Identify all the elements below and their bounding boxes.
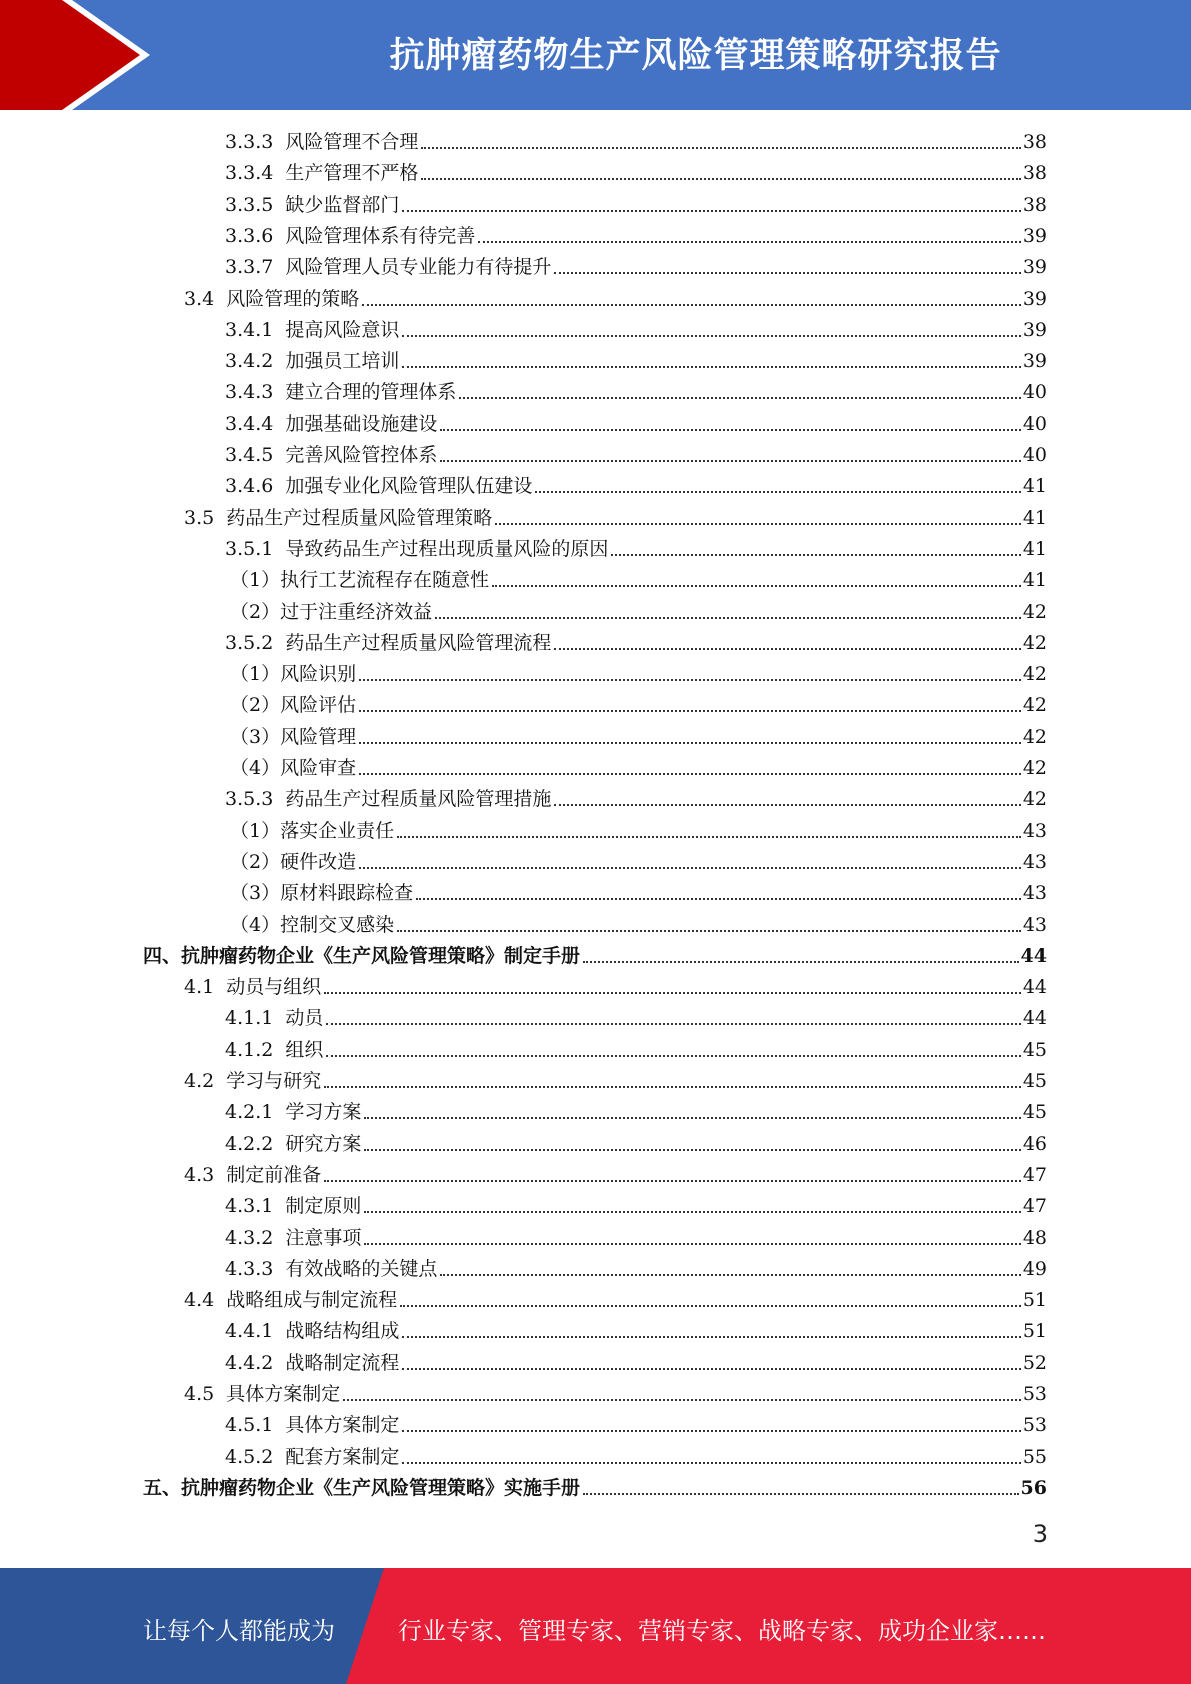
toc-entry-title: 加强专业化风险管理队伍建设: [285, 475, 533, 498]
toc-dot-leader: [478, 241, 1020, 243]
toc-entry[interactable]: [225, 441, 1047, 469]
toc-dot-leader: [362, 304, 1021, 306]
toc-entry-title: （3）原材料跟踪检查: [230, 882, 414, 905]
toc-entry-page: 45: [1022, 1101, 1047, 1124]
toc-entry[interactable]: [184, 1380, 1047, 1408]
toc-entry-number: 3.3.6: [225, 224, 274, 247]
toc-entry-label: [184, 973, 321, 1001]
toc-dot-leader: [402, 366, 1020, 368]
footer-banner: [0, 1568, 1191, 1684]
toc-dot-leader: [397, 930, 1021, 932]
toc-entry[interactable]: [184, 285, 1047, 313]
toc-dot-leader: [440, 460, 1020, 462]
toc-entry-number: 3.4.3: [225, 381, 274, 404]
toc-entry-number: 4.2.1: [225, 1101, 274, 1124]
toc-entry[interactable]: [225, 253, 1047, 281]
toc-entry[interactable]: [225, 472, 1047, 500]
toc-entry-label: [225, 1411, 399, 1439]
toc-entry-title: （3）风险管理: [230, 725, 357, 748]
toc-entry-title: 动员与组织: [226, 976, 322, 999]
toc-entry-title: （4）控制交叉感染: [230, 913, 395, 936]
toc-entry-number: 3.4.5: [225, 444, 274, 466]
toc-entry[interactable]: [230, 879, 1047, 907]
toc-dot-leader: [364, 1243, 1020, 1245]
toc-entry-label: [225, 347, 399, 375]
toc-entry-title: 学习与研究: [226, 1070, 322, 1092]
toc-dot-leader: [583, 961, 1019, 963]
toc-entry-number: 4.5: [184, 1383, 215, 1405]
toc-entry[interactable]: [225, 1004, 1047, 1032]
toc-entry-title: 战略组成与制定流程: [226, 1289, 398, 1312]
page-number: 3: [1032, 1520, 1048, 1548]
toc-dot-leader: [435, 617, 1021, 619]
toc-entry[interactable]: [225, 1317, 1047, 1345]
toc-entry-title: （2）过于注重经济效益: [230, 600, 433, 623]
toc-entry-title: 缺少监督部门: [285, 193, 400, 216]
toc-entry-page: 43: [1022, 913, 1047, 936]
toc-entry[interactable]: [225, 1349, 1047, 1377]
toc-entry-title: 配套方案制定: [285, 1445, 400, 1468]
toc-entry-page: 55: [1022, 1445, 1047, 1468]
toc-entry-label: [225, 191, 399, 219]
toc-entry[interactable]: [225, 1411, 1047, 1439]
toc-entry-label: [225, 1098, 361, 1126]
toc-dot-leader: [554, 804, 1020, 806]
toc-entry-title: （1）风险识别: [230, 663, 357, 686]
toc-entry-number: 3.5.3: [225, 788, 274, 811]
toc-entry-page: 44: [1022, 976, 1047, 999]
toc-entry-page: 56: [1020, 1476, 1047, 1499]
toc-entry-label: [230, 660, 356, 688]
toc-dot-leader: [535, 491, 1020, 493]
toc-dot-leader: [459, 397, 1020, 399]
toc-entry[interactable]: [225, 347, 1047, 375]
toc-entry-label: [225, 1255, 437, 1283]
toc-entry-page: 39: [1022, 224, 1047, 247]
toc-entry-page: 42: [1022, 757, 1047, 779]
toc-entry-title: 风险管理的策略: [226, 287, 360, 310]
toc-entry-label: [230, 848, 356, 876]
toc-entry-page: 51: [1022, 1320, 1047, 1343]
toc-entry-number: 3.5: [184, 506, 215, 529]
toc-entry-page: 45: [1022, 1038, 1047, 1061]
toc-entry-number: 3.5.2: [225, 631, 274, 654]
toc-entry-title: 五、抗肿瘤药物企业《生产风险管理策略》实施手册: [143, 1476, 581, 1499]
toc-entry-number: 3.5.1: [225, 537, 274, 560]
toc-entry-title: 学习方案: [285, 1101, 362, 1124]
toc-entry-number: 3.4.2: [225, 350, 274, 373]
toc-dot-leader: [416, 898, 1021, 900]
toc-entry-page: 48: [1022, 1226, 1047, 1249]
toc-dot-leader: [400, 1305, 1021, 1307]
toc-entry-number: 3.4.4: [225, 412, 274, 435]
toc-dot-leader: [421, 178, 1020, 180]
toc-entry-page: 47: [1022, 1163, 1047, 1186]
toc-entry-title: 加强基础设施建设: [285, 412, 438, 435]
toc-entry[interactable]: [230, 598, 1047, 626]
toc-entry-number: 3.3.4: [225, 162, 274, 185]
toc-entry-title: 具体方案制定: [285, 1414, 400, 1437]
toc-entry-page: 47: [1022, 1195, 1047, 1218]
toc-entry-label: [143, 942, 580, 970]
toc-entry-label: [225, 1130, 361, 1158]
toc-entry-title: 风险管理体系有待完善: [285, 224, 476, 247]
toc-entry-title: （2）风险评估: [230, 694, 357, 717]
toc-entry[interactable]: [184, 1067, 1047, 1095]
toc-dot-leader: [421, 147, 1020, 149]
toc-entry-title: 药品生产过程质量风险管理流程: [285, 631, 552, 654]
toc-entry[interactable]: [225, 785, 1047, 813]
toc-entry-number: 3.3.7: [225, 256, 274, 279]
toc-entry[interactable]: [225, 1130, 1047, 1158]
toc-entry[interactable]: [225, 128, 1047, 156]
toc-entry[interactable]: [184, 1286, 1047, 1314]
toc-entry-title: 药品生产过程质量风险管理措施: [285, 788, 552, 811]
toc-entry[interactable]: [184, 504, 1047, 532]
toc-entry-label: [184, 1380, 340, 1408]
toc-entry-page: 39: [1022, 256, 1047, 279]
toc-entry[interactable]: [230, 754, 1047, 782]
toc-entry[interactable]: [225, 222, 1047, 250]
toc-entry-title: 动员: [285, 1007, 324, 1030]
toc-entry-page: 42: [1022, 694, 1047, 717]
toc-entry[interactable]: [184, 973, 1047, 1001]
toc-entry-page: 39: [1022, 350, 1047, 373]
toc-entry-page: 41: [1022, 537, 1047, 560]
toc-entry[interactable]: [230, 911, 1047, 939]
toc-entry-label: [225, 472, 532, 500]
toc-entry-number: 3.4: [184, 287, 215, 310]
toc-entry-number: 4.3.1: [225, 1195, 274, 1218]
toc-entry-title: 完善风险管控体系: [285, 444, 438, 466]
toc-entry-title: 战略结构组成: [285, 1320, 400, 1343]
toc-entry-title: 研究方案: [285, 1132, 362, 1155]
toc-entry-title: 制定原则: [285, 1195, 362, 1218]
toc-entry-title: 注意事项: [285, 1226, 362, 1249]
toc-entry[interactable]: [225, 191, 1047, 219]
toc-entry-number: 4.3: [184, 1163, 215, 1186]
toc-dot-leader: [364, 1149, 1020, 1151]
toc-entry-label: [225, 253, 551, 281]
toc-dot-leader: [402, 210, 1020, 212]
toc-entry-label: [225, 1349, 399, 1377]
toc-entry-number: 4.2.2: [225, 1132, 274, 1155]
toc-entry-title: 生产管理不严格: [285, 162, 419, 185]
toc-entry-label: [225, 441, 437, 469]
toc-entry-page: 38: [1022, 193, 1047, 216]
toc-entry-number: 3.3.3: [225, 131, 274, 153]
toc-entry-page: 44: [1020, 944, 1047, 967]
toc-entry[interactable]: [225, 410, 1047, 438]
toc-dot-leader: [402, 1430, 1020, 1432]
toc-entry-label: [230, 691, 356, 719]
toc-entry-label: [225, 159, 418, 187]
toc-entry-page: 40: [1022, 381, 1047, 404]
toc-entry-page: 41: [1022, 475, 1047, 498]
toc-entry[interactable]: [225, 316, 1047, 344]
toc-dot-leader: [440, 1274, 1020, 1276]
toc-entry-label: [184, 1067, 321, 1095]
toc-dot-leader: [583, 1493, 1019, 1495]
toc-dot-leader: [402, 1336, 1020, 1338]
toc-entry-page: 42: [1022, 600, 1047, 623]
toc-entry-number: 4.5.1: [225, 1414, 274, 1437]
toc-entry-label: [184, 504, 492, 532]
toc-entry-page: 53: [1022, 1383, 1047, 1405]
toc-entry[interactable]: [225, 629, 1047, 657]
toc-entry-page: 42: [1022, 725, 1047, 748]
toc-entry[interactable]: [225, 1443, 1047, 1471]
toc-entry-number: 4.5.2: [225, 1445, 274, 1468]
toc-entry-label: [230, 879, 413, 907]
toc-entry-number: 4.4.2: [225, 1351, 274, 1374]
toc-entry[interactable]: [230, 817, 1047, 845]
toc-entry-page: 43: [1022, 819, 1047, 842]
toc-entry-page: 40: [1022, 444, 1047, 466]
toc-entry-label: [230, 723, 356, 751]
toc-dot-leader: [343, 1399, 1021, 1401]
toc-entry-title: 建立合理的管理体系: [285, 381, 457, 404]
toc-entry-label: [225, 535, 608, 563]
toc-entry-label: [230, 911, 394, 939]
toc-entry[interactable]: [230, 566, 1047, 594]
toc-entry-title: 有效战略的关键点: [285, 1257, 438, 1280]
toc-entry-number: 4.3.2: [225, 1226, 274, 1249]
toc-dot-leader: [492, 585, 1021, 587]
toc-entry-page: 52: [1022, 1351, 1047, 1374]
toc-entry-title: （2）硬件改造: [230, 850, 357, 873]
toc-dot-leader: [364, 1211, 1020, 1213]
footer-slogan-right: 行业专家、管理专家、营销专家、战略专家、成功企业家……: [398, 1617, 1046, 1645]
footer-slogan-left: 让每个人都能成为: [143, 1617, 335, 1645]
toc-dot-leader: [324, 1086, 1021, 1088]
toc-entry-number: 4.2: [184, 1070, 215, 1092]
toc-entry-title: 导致药品生产过程出现质量风险的原因: [285, 537, 609, 560]
toc-entry-label: [184, 1161, 321, 1189]
toc-entry[interactable]: [143, 942, 1047, 970]
toc-entry[interactable]: [184, 1161, 1047, 1189]
toc-dot-leader: [324, 1180, 1021, 1182]
toc-entry-title: 制定前准备: [226, 1163, 322, 1186]
toc-entry-page: 49: [1022, 1257, 1047, 1280]
toc-entry-page: 51: [1022, 1289, 1047, 1312]
toc-entry-page: 43: [1022, 850, 1047, 873]
toc-entry-number: 4.4: [184, 1289, 215, 1312]
toc-entry-title: 风险管理不合理: [285, 131, 419, 153]
toc-entry-number: 4.1.2: [225, 1038, 274, 1061]
toc-entry-label: [184, 1286, 397, 1314]
toc-dot-leader: [359, 742, 1021, 744]
toc-entry-label: [225, 1036, 323, 1064]
toc-entry-label: [230, 817, 394, 845]
toc-dot-leader: [440, 429, 1020, 431]
toc-dot-leader: [611, 554, 1020, 556]
toc-dot-leader: [359, 867, 1021, 869]
toc-entry[interactable]: [225, 378, 1047, 406]
toc-entry-title: 战略制定流程: [285, 1351, 400, 1374]
toc-entry-page: 53: [1022, 1414, 1047, 1437]
toc-entry[interactable]: [230, 691, 1047, 719]
toc-entry-page: 46: [1022, 1132, 1047, 1155]
toc-entry[interactable]: [225, 1036, 1047, 1064]
toc-dot-leader: [326, 1055, 1020, 1057]
toc-entry-title: （1）落实企业责任: [230, 819, 395, 842]
toc-entry-label: [225, 1224, 361, 1252]
toc-entry[interactable]: [225, 1192, 1047, 1220]
toc-entry-label: [225, 128, 418, 156]
toc-entry-label: [225, 1317, 399, 1345]
page-header-title: 抗肿瘤药物生产风险管理策略研究报告: [389, 36, 1002, 76]
toc-entry[interactable]: [225, 1098, 1047, 1126]
toc-dot-leader: [554, 272, 1020, 274]
toc-entry-title: （1）执行工艺流程存在随意性: [230, 569, 490, 592]
toc-entry-label: [230, 598, 432, 626]
toc-entry[interactable]: [225, 1224, 1047, 1252]
toc-entry-label: [225, 222, 475, 250]
toc-entry-page: 38: [1022, 162, 1047, 185]
toc-entry-label: [225, 378, 456, 406]
toc-dot-leader: [402, 335, 1020, 337]
toc-entry-number: 4.4.1: [225, 1320, 274, 1343]
toc-entry-title: 药品生产过程质量风险管理策略: [226, 506, 493, 529]
toc-entry-page: 43: [1022, 882, 1047, 905]
toc-entry-page: 41: [1022, 506, 1047, 529]
toc-entry[interactable]: [230, 848, 1047, 876]
toc-dot-leader: [324, 992, 1021, 994]
toc-dot-leader: [554, 648, 1020, 650]
toc-dot-leader: [402, 1462, 1020, 1464]
toc-entry-page: 44: [1022, 1007, 1047, 1030]
toc-entry-label: [225, 1004, 323, 1032]
toc-entry-label: [225, 1192, 361, 1220]
toc-dot-leader: [397, 836, 1021, 838]
toc-entry-title: 风险管理人员专业能力有待提升: [285, 256, 552, 279]
toc-entry-number: 3.4.1: [225, 318, 274, 341]
toc-entry-label: [230, 566, 489, 594]
toc-entry-page: 39: [1022, 287, 1047, 310]
toc-dot-leader: [402, 1368, 1020, 1370]
toc-entry-page: 40: [1022, 412, 1047, 435]
toc-entry[interactable]: [225, 535, 1047, 563]
toc-entry[interactable]: [225, 159, 1047, 187]
toc-entry-title: 具体方案制定: [226, 1383, 341, 1405]
toc-entry-label: [230, 754, 356, 782]
header-banner: [0, 0, 1191, 110]
toc-entry-label: [225, 1443, 399, 1471]
toc-entry-number: 4.1.1: [225, 1007, 274, 1030]
toc-entry-number: 4.3.3: [225, 1257, 274, 1280]
toc-entry-page: 45: [1022, 1070, 1047, 1092]
toc-entry-label: [225, 629, 551, 657]
toc-entry[interactable]: [230, 723, 1047, 751]
toc-entry-page: 42: [1022, 631, 1047, 654]
toc-dot-leader: [364, 1117, 1020, 1119]
toc-entry-label: [225, 785, 551, 813]
toc-entry-title: 组织: [285, 1038, 324, 1061]
toc-entry-title: 四、抗肿瘤药物企业《生产风险管理策略》制定手册: [143, 944, 581, 967]
toc-entry-page: 42: [1022, 788, 1047, 811]
toc-dot-leader: [359, 710, 1021, 712]
toc-entry-label: [143, 1474, 580, 1502]
toc-entry-page: 38: [1022, 131, 1047, 153]
toc-entry-page: 41: [1022, 569, 1047, 592]
toc-entry-title: 提高风险意识: [285, 318, 400, 341]
toc-entry-page: 42: [1022, 663, 1047, 686]
toc-entry-number: 3.4.6: [225, 475, 274, 498]
toc-entry[interactable]: [225, 1255, 1047, 1283]
toc-entry[interactable]: [230, 660, 1047, 688]
toc-entry[interactable]: [143, 1474, 1047, 1502]
toc-dot-leader: [359, 679, 1021, 681]
toc-dot-leader: [495, 523, 1021, 525]
toc-entry-number: 3.3.5: [225, 193, 274, 216]
toc-entry-title: 加强员工培训: [285, 350, 400, 373]
toc-entry-page: 39: [1022, 318, 1047, 341]
toc-entry-number: 4.1: [184, 976, 215, 999]
toc-entry-label: [225, 316, 399, 344]
toc-entry-title: （4）风险审查: [230, 757, 357, 779]
toc-dot-leader: [359, 773, 1021, 775]
toc-dot-leader: [326, 1023, 1020, 1025]
toc-entry-label: [225, 410, 437, 438]
toc-entry-label: [184, 285, 359, 313]
